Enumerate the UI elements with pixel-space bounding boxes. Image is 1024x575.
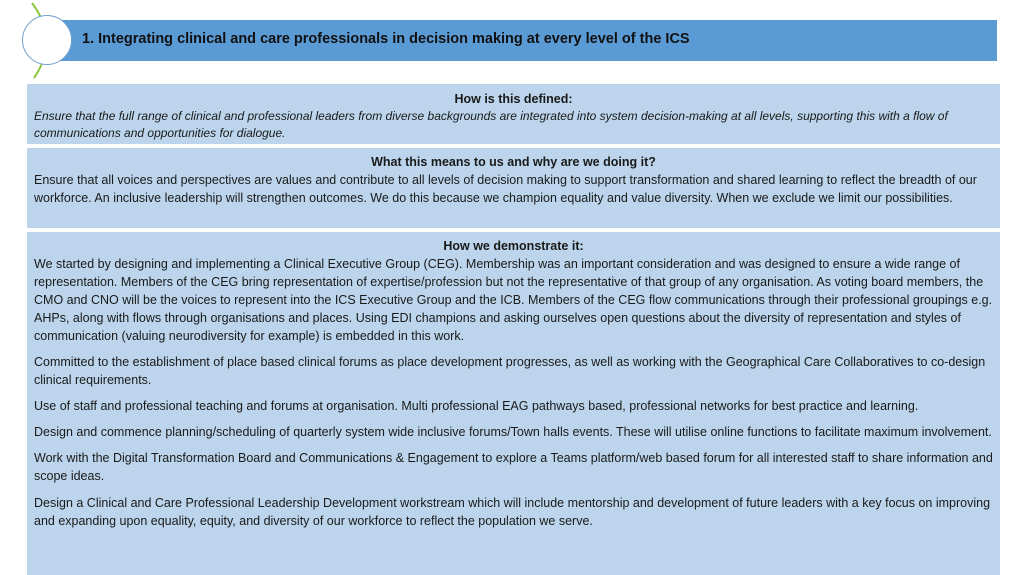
- definition-text: Ensure that the full range of clinical and professional leaders from diverse backgrounds are integrated into system decision-making at all levels, supporting this with a flow of communications and opportunities for dialogue.: [34, 109, 948, 140]
- demonstrate-heading: How we demonstrate it:: [443, 239, 584, 253]
- demonstrate-panel: [27, 232, 1000, 575]
- demonstrate-paragraph: Use of staff and professional teaching and forums at organisation. Multi professional EAG pathways based, professional networks for best practice and learning.: [34, 399, 919, 413]
- demonstrate-paragraph: Design a Clinical and Care Professional Leadership Development workstream which will include mentorship and development of future leaders with a key focus on improving and expanding upon equality, equity, and diversity of our workforce to reflect the population we serve.: [34, 496, 991, 528]
- demonstrate-paragraph: We started by designing and implementing a Clinical Executive Group (CEG). Membership was an important consideration and was designed to ensure a wide range of representation. Members of the CEG bring representation of expertise/profession but not the representative of that group of any organisation. As voting board members, the CMO and CNO will be the voices to represent into the ICS Executive Group and the ICB. Members of the CEG flow communications through their professional groupings e.g. AHPs, along with flows through organisations and places. Using EDI champions and asking ourselves open questions about the diversity of representation and styles of communication (valuing neurodiversity for example) is embedded in this work.: [34, 257, 993, 343]
- title-circle: [22, 15, 72, 65]
- page-title: 1. Integrating clinical and care professionals in decision making at every level of the ICS: [82, 31, 690, 47]
- definition-heading: How is this defined:: [454, 92, 573, 106]
- demonstrate-paragraph: Work with the Digital Transformation Board and Communications & Engagement to explore a Teams platform/web based forum for all interested staff to share information and scope ideas.: [34, 451, 993, 483]
- definition-panel: [27, 84, 1000, 144]
- meaning-heading: What this means to us and why are we doing it?: [371, 155, 656, 169]
- meaning-text: Ensure that all voices and perspectives are values and contribute to all levels of decision making to support transformation and shared learning to reflect the breadth of our workforce. An inclusive leadership will strengthen outcomes. We do this because we champion equality and value diversity. When we exclude we limit our possibilities.: [34, 173, 977, 205]
- demonstrate-paragraph: Design and commence planning/scheduling of quarterly system wide inclusive forums/Town halls events. These will utilise online functions to facilitate maximum involvement.: [34, 425, 992, 439]
- demonstrate-paragraph: Committed to the establishment of place based clinical forums as place development progresses, as well as working with the Geographical Care Collaboratives to co-design clinical requirements.: [34, 355, 986, 387]
- meaning-panel: [27, 148, 1000, 228]
